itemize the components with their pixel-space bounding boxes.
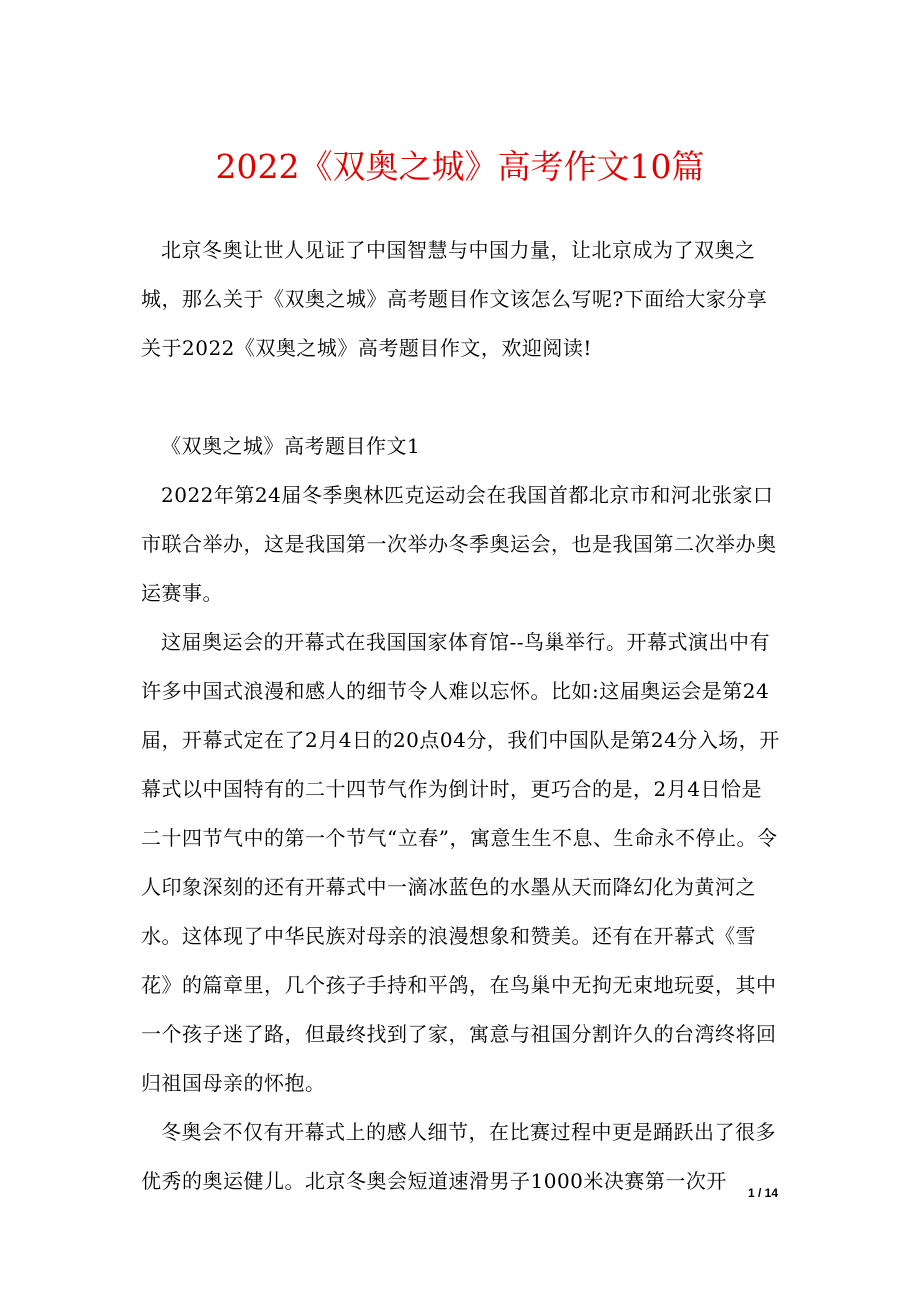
body-paragraph: 冬奥会不仅有开幕式上的感人细节，在比赛过程中更是踊跃出了很多优秀的奥运健儿。北京冬奥会短道速滑男子1000米决赛第一次开 — [141, 1120, 776, 1193]
intro-paragraph: 北京冬奥让世人见证了中国智慧与中国力量，让北京成为了双奥之城，那么关于《双奥之城》高考题目作文该怎么写呢?下面给大家分享关于2022《双奥之城》高考题目作文，欢迎阅读! — [141, 238, 768, 360]
document-body — [141, 226, 781, 1206]
essay-heading: 《双奥之城》高考题目作文1 — [161, 434, 421, 458]
document-title: 2022《双奥之城》高考作文10篇 — [215, 147, 705, 186]
body-paragraph: 2022年第24届冬季奥林匹克运动会在我国首都北京市和河北张家口市联合举办，这是我国第一次举办冬季奥运会，也是我国第二次举办奥运赛事。 — [141, 483, 777, 605]
body-paragraph: 这届奥运会的开幕式在我国国家体育馆--鸟巢举行。开幕式演出中有许多中国式浪漫和感人的细节令人难以忘怀。比如:这届奥运会是第24届，开幕式定在了2月4日的20点04分，我们中国队是第24分入场，开幕式以中国特有的二十四节气作为倒计时，更巧合的是，2月4日恰是二十四节气中的第一个节气“立春”，寓意生生不息、生命永不停止。令人印象深刻的还有开幕式中一滴冰蓝色的水墨从天而降幻化为黄河之水。这体现了中华民族对母亲的浪漫想象和赞美。还有在开幕式《雪花》的篇章里，几个孩子手持和平鸽，在鸟巢中无拘无束地玩耍，其中一个孩子迷了路，但最终找到了家，寓意与祖国分割许久的台湾终将回归祖国母亲的怀抱。 — [141, 630, 780, 1095]
page-number: 1 / 14 — [747, 1186, 778, 1200]
